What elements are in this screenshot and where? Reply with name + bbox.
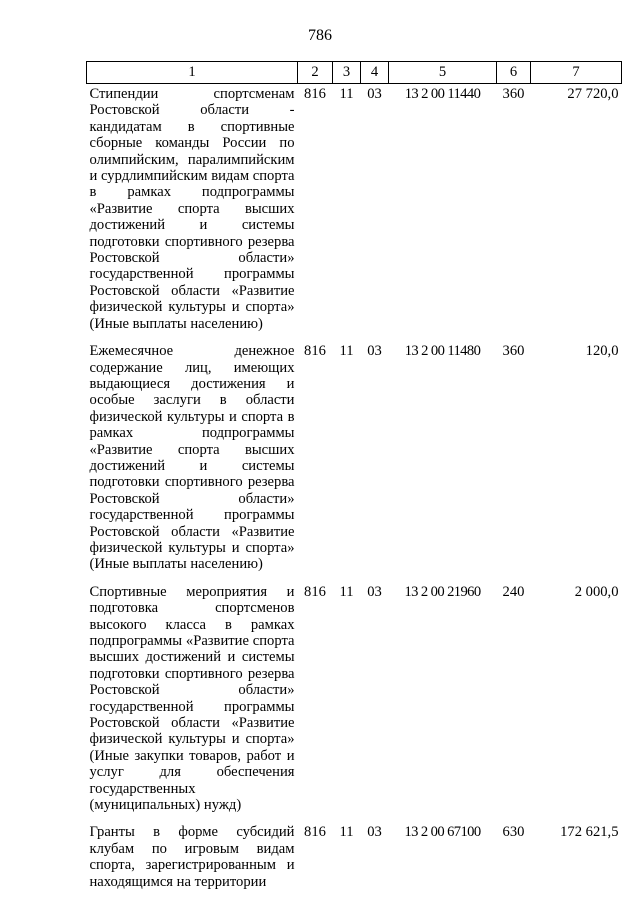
table-row <box>87 341 622 582</box>
row-description: Стипендии спортсменам Ростовской области - кандидатам в спортивные сборные команды России по олимпийским, паралимпийским и сурдлимпийским видам спорта в рамках подпрограммы «Развитие спорта высших достижений и системы подготовки спортивного резерва Ростовской области» государственной программы Ростовской области «Развитие физической культуры и спорта» (Иные выплаты населению) <box>89 86 295 332</box>
ministry-code: 816 <box>304 583 326 600</box>
table-row <box>87 84 622 342</box>
target-article-code: 13 2 00 21960 <box>404 583 481 600</box>
column-header-3: 3 <box>333 62 361 84</box>
row-description: Ежемесячное денежное содержание лиц, имеющих выдающиеся достижения и особые заслуги в области физической культуры и спорта в рамках подпрограммы «Развитие спорта высших достижений и системы подготовки спортивного резерва Ростовской области» государственной программы Ростовской области «Развитие физической культуры и спорта» (Иные выплаты населению) <box>89 343 295 573</box>
ministry-code: 816 <box>304 824 326 841</box>
expense-type-code: 360 <box>502 86 525 102</box>
amount: 27 720,0 <box>567 86 619 102</box>
section-code: 11 <box>339 583 354 600</box>
expense-type-code: 630 <box>502 824 525 841</box>
amount: 172 621,5 <box>560 824 619 841</box>
table-header-row <box>87 62 622 84</box>
target-article-code: 13 2 00 11440 <box>404 86 481 102</box>
ministry-code: 816 <box>304 343 326 360</box>
table-row <box>87 822 622 899</box>
subsection-code: 03 <box>367 86 382 102</box>
column-header-5: 5 <box>389 62 497 84</box>
column-header-7: 7 <box>531 62 622 84</box>
section-code: 11 <box>339 824 354 841</box>
target-article-code: 13 2 00 67100 <box>404 824 481 841</box>
section-code: 11 <box>339 343 354 360</box>
row-description: Гранты в форме субсидий клубам по игровым видам спорта, зарегистрированным и находящимся на территории <box>89 824 295 890</box>
subsection-code: 03 <box>367 583 382 600</box>
expense-type-code: 240 <box>502 583 525 600</box>
column-header-4: 4 <box>361 62 389 84</box>
table-row <box>87 582 622 823</box>
amount: 120,0 <box>585 343 619 360</box>
expense-type-code: 360 <box>502 343 525 360</box>
column-header-6: 6 <box>497 62 531 84</box>
ministry-code: 816 <box>304 86 326 102</box>
column-header-1: 1 <box>87 62 298 84</box>
amount: 2 000,0 <box>574 583 619 600</box>
section-code: 11 <box>339 86 354 102</box>
target-article-code: 13 2 00 11480 <box>404 343 481 360</box>
subsection-code: 03 <box>367 824 382 841</box>
row-description: Спортивные мероприятия и подготовка спортсменов высокого класса в рамках подпрограммы «Развитие спорта высших достижений и системы подготовки спортивного резерва Ростовской области» государственной программы Ростовской области «Развитие физической культуры и спорта» (Иные закупки товаров, работ и услуг для обеспечения государственных (муниципальных) нужд) <box>89 583 295 814</box>
column-header-2: 2 <box>298 62 333 84</box>
budget-table <box>86 61 622 899</box>
subsection-code: 03 <box>367 343 382 360</box>
page-number: 786 <box>308 27 332 44</box>
